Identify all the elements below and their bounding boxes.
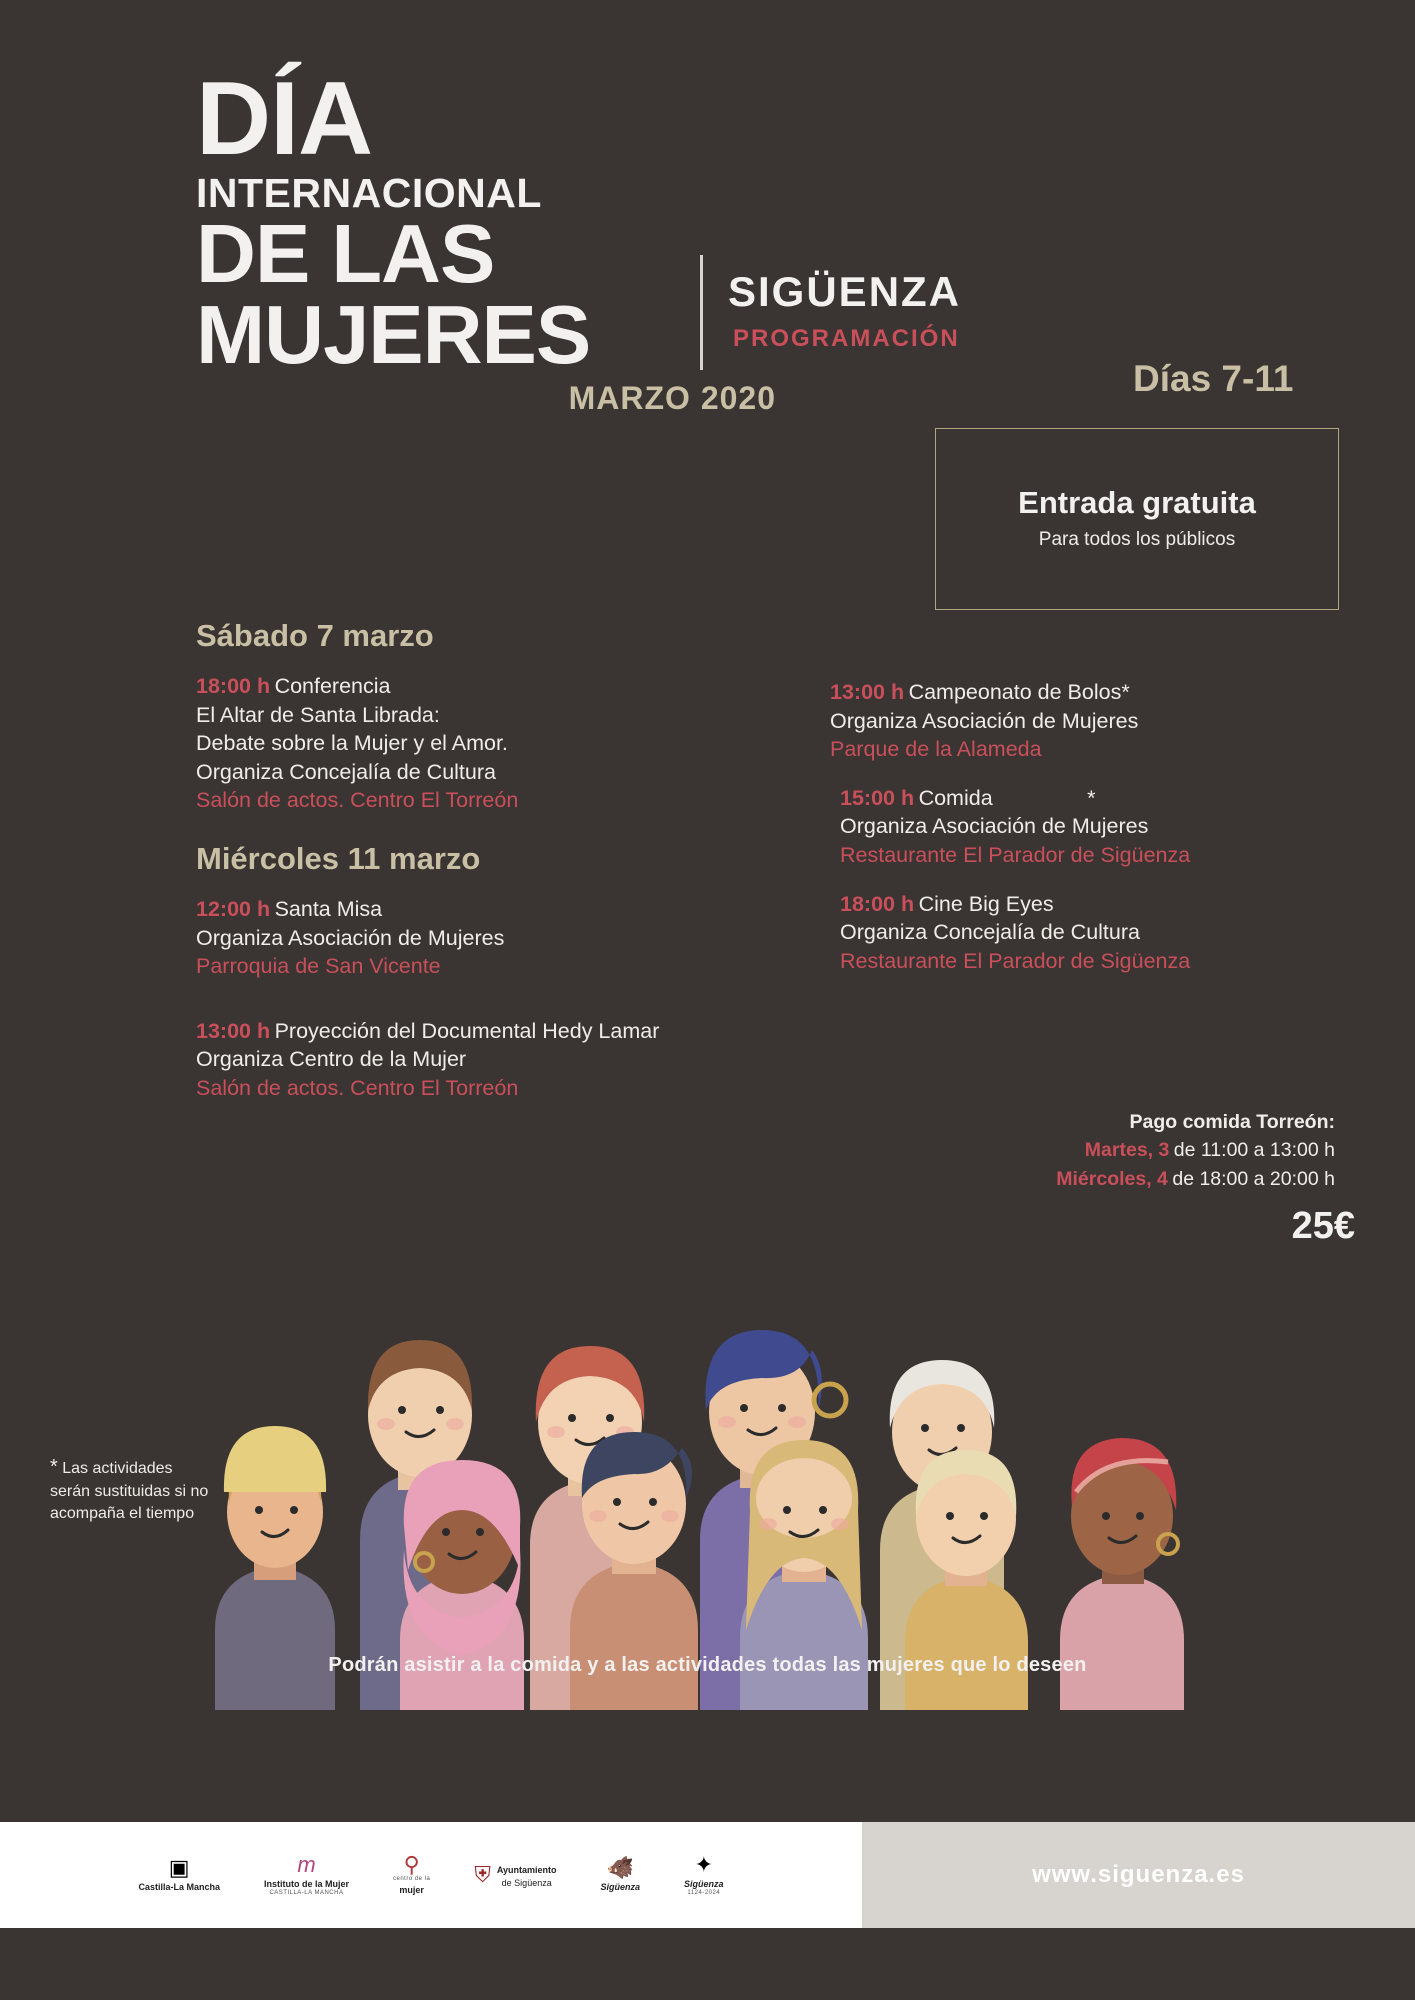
footnote-text: Las actividades serán sustituidas si no acompaña el tiempo — [50, 1460, 209, 1522]
event-place: Salón de actos. Centro El Torreón — [196, 1075, 519, 1100]
programme-label: PROGRAMACIÓN — [733, 325, 960, 352]
event-title: Conferencia — [274, 674, 391, 698]
castle-icon: ▣ — [168, 1855, 190, 1881]
event-item — [196, 1017, 756, 1103]
payment-day-2: Miércoles, 4 — [1056, 1167, 1168, 1190]
payment-info — [1056, 1108, 1335, 1193]
event-detail: Debate sobre la Mujer y el Amor. — [196, 731, 508, 756]
footer-bar — [0, 1822, 1415, 1928]
logo-castilla-la-mancha — [138, 1857, 220, 1892]
title-month: MARZO 2020 — [568, 379, 776, 416]
event-item — [840, 890, 1350, 976]
event-title: Campeonato de Bolos* — [908, 680, 1130, 704]
payment-heading: Pago comida Torreón: — [1129, 1111, 1335, 1133]
m-icon: m — [297, 1852, 316, 1878]
payment-time-1: de 11:00 a 13:00 h — [1173, 1139, 1335, 1162]
free-entry-box — [935, 428, 1339, 610]
city-name: SIGÜENZA — [728, 268, 962, 315]
logo-label: Castilla-La Mancha — [138, 1882, 220, 1893]
event-time: 18:00 h — [196, 674, 271, 698]
event-place: Restaurante El Parador de Sigüenza — [840, 842, 1191, 867]
event-detail: El Altar de Santa Librada: — [196, 702, 440, 727]
title-line-dia: DÍA — [196, 61, 373, 177]
website-url[interactable]: www.siguenza.es — [1032, 1861, 1245, 1888]
bottom-message: Podrán asistir a la comida y a las actividades todas las mujeres que lo deseen — [328, 1654, 1087, 1676]
poster-title-block — [196, 61, 876, 417]
event-item — [196, 672, 756, 815]
event-time: 15:00 h — [840, 785, 915, 810]
schedule-right-column — [830, 678, 1350, 995]
event-time: 12:00 h — [196, 896, 271, 921]
event-place: Parque de la Alameda — [830, 737, 1042, 762]
event-time: 13:00 h — [830, 680, 905, 704]
day-heading-saturday: Sábado 7 marzo — [196, 618, 434, 653]
logo-instituto-mujer — [264, 1854, 349, 1895]
event-title: Proyección del Documental Hedy Lamar — [274, 1018, 660, 1043]
logo-label: Instituto de la Mujer — [263, 1879, 349, 1890]
event-place: Salón de actos. Centro El Torreón — [196, 788, 519, 813]
event-time: 18:00 h — [840, 891, 915, 916]
event-detail: Organiza Asociación de Mujeres — [196, 925, 505, 950]
title-line-internacional: INTERNACIONAL — [196, 170, 542, 217]
star-icon: ✦ — [694, 1852, 714, 1878]
schedule-left-column — [196, 618, 756, 1123]
logo-label: Sigüenza — [600, 1882, 641, 1893]
footnote-asterisk: * — [50, 1456, 58, 1478]
title-line-mujeres: MUJERES — [196, 288, 591, 382]
logo-sublabel: CASTILLA-LA MANCHA — [269, 1889, 344, 1896]
event-item — [840, 784, 1350, 870]
event-detail: Organiza Concejalía de Cultura — [840, 920, 1140, 945]
event-time: 13:00 h — [196, 1018, 271, 1043]
logo-label: mujer — [399, 1885, 424, 1896]
payment-price: 25€ — [1291, 1205, 1355, 1247]
sponsor-logos — [0, 1822, 862, 1928]
event-title: Santa Misa — [274, 896, 383, 921]
logo-siguenza-aniversario — [684, 1854, 724, 1895]
days-range: Días 7-11 — [1133, 358, 1294, 399]
venus-icon: ⚲ — [403, 1852, 420, 1878]
event-detail: Organiza Asociación de Mujeres — [840, 814, 1149, 839]
free-entry-subtitle: Para todos los públicos — [1038, 529, 1236, 550]
payment-day-1: Martes, 3 — [1084, 1139, 1170, 1162]
title-line-de-las: DE LAS — [196, 207, 495, 301]
event-detail: Organiza Concejalía de Cultura — [196, 759, 496, 784]
women-group-illustration — [0, 1210, 1415, 1710]
logo-sublabel: centro de la — [392, 1876, 431, 1883]
logo-label: Sigüenza — [684, 1879, 724, 1890]
logo-sublabel: 1124-2024 — [687, 1889, 721, 1896]
event-title: Cine Big Eyes — [918, 891, 1054, 916]
event-item — [830, 678, 1350, 764]
free-entry-title: Entrada gratuita — [1018, 485, 1256, 520]
logo-ayuntamiento — [474, 1862, 556, 1889]
logo-siguenza-turismo — [601, 1857, 641, 1892]
logo-label: Ayuntamiento — [496, 1864, 557, 1875]
animal-icon: 🐗 — [606, 1855, 634, 1881]
event-place: Parroquia de San Vicente — [196, 954, 441, 979]
event-place: Restaurante El Parador de Sigüenza — [840, 948, 1191, 973]
event-item — [196, 895, 756, 981]
title-divider — [700, 255, 703, 370]
logo-sublabel: de Sigüenza — [501, 1878, 552, 1888]
event-asterisk: * — [1087, 785, 1096, 810]
event-title: Comida — [918, 785, 993, 810]
event-detail: Organiza Asociación de Mujeres — [830, 708, 1139, 733]
day-heading-wednesday: Miércoles 11 marzo — [196, 840, 481, 876]
event-detail: Organiza Centro de la Mujer — [196, 1047, 467, 1072]
logo-centro-mujer — [393, 1854, 430, 1895]
crest-icon: ⛨ — [474, 1862, 491, 1887]
payment-time-2: de 18:00 a 20:00 h — [1172, 1167, 1335, 1190]
